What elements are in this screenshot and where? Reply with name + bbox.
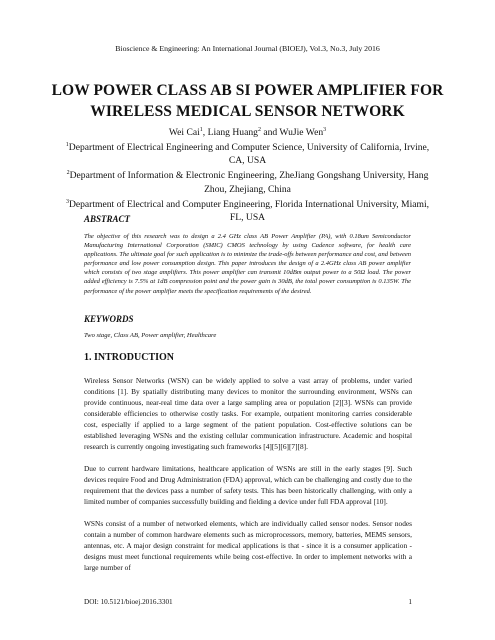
abstract-text: The objective of this research was to design a 2.4 GHz class AB Power Amplifier (PA), with 0.18um Semiconductor Manufacturing International Corporation (SMIC) CMOS technology by using Cadence software, for health care applications. The ultimate goal for such application is to minimize the trade-offs between performance and cost, and between performance and low power consumption design. This paper introduces the design of a 2.4GHz class AB power amplifier which consists of two stage amplifiers. This power amplifier can transmit 10dBm output power to a 50Ω load. The power added efficiency is 7.5% at 1dB compression point and the power gain is 30dB, the total power consumption is 0.135W. The performance of the power amplifier meets the specification requirements of the desired. <box>84 233 411 295</box>
paragraph-3: WSNs consist of a number of networked elements, which are individually called sensor nodes. Sensor nodes contain a number of common hardware elements such as microprocessors, memory, batteries, MEMS sensors, antennas, etc. A major design constraint for medical applications is that - since it is a consumer application - designs must meet functional requirements while being cost-effective. In order to implement networks with a large number of <box>84 519 412 572</box>
keywords-heading: KEYWORDS <box>84 314 134 324</box>
author-2-sup: 2 <box>257 127 261 133</box>
affiliation-3-sup: 3 <box>65 198 69 205</box>
abstract-heading: ABSTRACT <box>84 214 131 224</box>
affiliation-1-sup: 1 <box>65 142 69 149</box>
author-1-sup: 1 <box>199 127 203 133</box>
journal-header: Bioscience & Engineering: An International Journal (BIOEJ), Vol.3, No.3, July 2016 <box>115 44 380 53</box>
keywords-text: Two stage, Class AB, Power amplifier, Healthcare <box>84 332 217 339</box>
introduction-heading: 1. INTRODUCTION <box>84 352 175 363</box>
author-3-sup: 3 <box>323 127 327 133</box>
author-names <box>60 124 435 139</box>
paragraph-1: Wireless Sensor Networks (WSN) can be widely applied to solve a vast array of problems, under varied conditions [1]. By spatially distributing many devices to monitor the surrounding environment, WSNs can provide continuous, near-real time data over a large sampling area or population [2][3]. WSNs can provide considerable efficiencies to otherwise costly tasks. For example, outpatient monitoring carries considerable cost, especially if applied to a large segment of the patient population. Cost-effective solutions can be established leveraging WSNs and the existing cellular communication infrastructure. Academic and hospital research is currently ongoing investigating such frameworks [4][5][6][7][8]. <box>84 376 412 451</box>
title-line-1: LOW POWER CLASS AB SI POWER AMPLIFIER FOR <box>51 82 444 99</box>
affiliation-1-text: Department of Electrical Engineering and Computer Science, University of California, Irvine, CA, USA <box>68 142 430 167</box>
author-block <box>60 124 435 224</box>
affiliation-3-text: Department of Electrical and Computer Engineering, Florida International University, Miami, FL, USA <box>68 198 430 223</box>
author-2: , Liang Huang <box>202 127 258 139</box>
title-line-2: WIRELESS MEDICAL SENSOR NETWORK <box>90 103 405 120</box>
affiliation-1 <box>60 139 435 167</box>
affiliation-2-sup: 2 <box>66 170 70 177</box>
affiliation-2 <box>60 167 435 195</box>
author-3: and WuJie Wen <box>260 127 324 139</box>
paper-title <box>40 80 455 122</box>
paragraph-2: Due to current hardware limitations, healthcare application of WSNs are still in the early stages [9]. Such devices require Food and Drug Administration (FDA) approval, which can be challenging and costly due to the requirement that the devices pass a number of safety tests. This has been historically challenging, with only a limited number of companies successfully building and fielding a device under full FDA approval [10]. <box>84 464 412 506</box>
affiliation-2-text: Department of Information & Electronic Engineering, ZheJiang Gongshang University, Hang Zhou, Zhejiang, China <box>69 170 429 195</box>
page-number: 1 <box>408 598 412 606</box>
footer-doi: DOI: 10.5121/bioej.2016.3301 <box>84 598 173 606</box>
author-1: Wei Cai <box>168 127 200 139</box>
